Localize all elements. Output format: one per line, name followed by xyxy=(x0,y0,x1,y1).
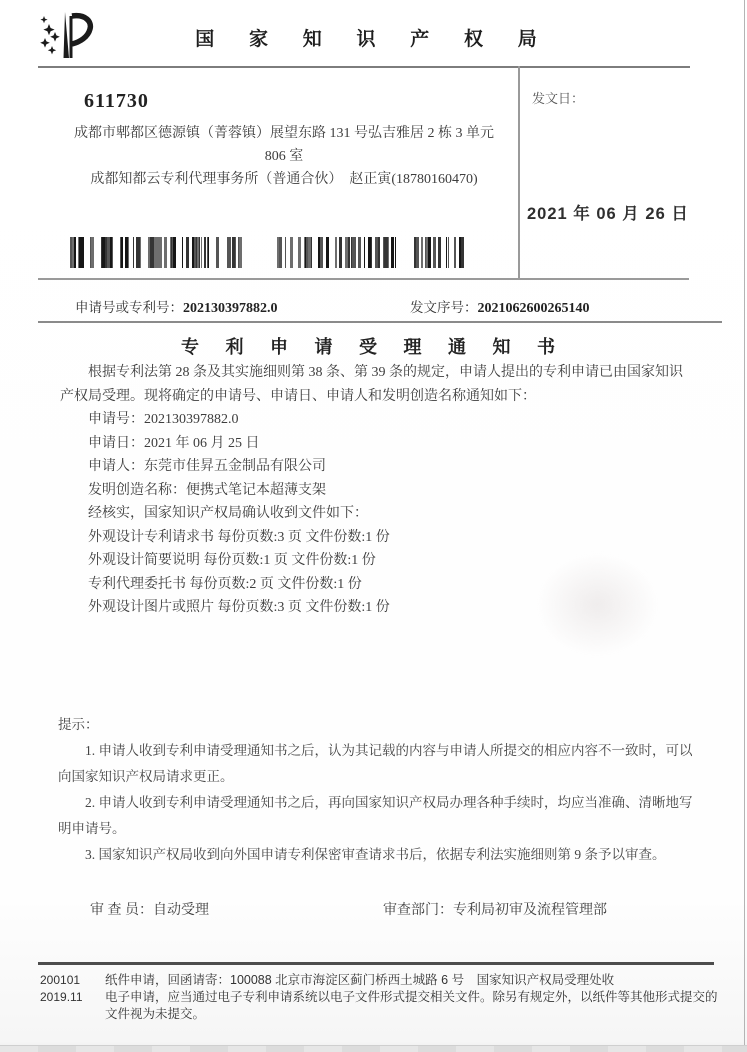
confirm-intro: 经核实，国家知识产权局确认收到文件如下： xyxy=(88,506,368,521)
document-line: 外观设计专利请求书 每份页数:3 页 文件份数:1 份 xyxy=(88,529,390,545)
examiner-label: 审 查 员： xyxy=(90,903,153,918)
footer-line-1: 纸件申请，回函请寄：100088 北京市海淀区蓟门桥西土城路 6 号 国家知识产权局受理处收 xyxy=(105,973,615,987)
title-rule xyxy=(38,321,722,323)
form-code: 200101 xyxy=(40,973,81,987)
field-value: 便携式笔记本超薄支架 xyxy=(186,482,326,498)
header-rule xyxy=(38,66,690,68)
document-line: 外观设计简要说明 每份页数:1 页 文件份数:1 份 xyxy=(88,553,376,568)
dispatch-number-value: 2021062600265140 xyxy=(477,301,590,316)
tip-item: 1. 申请人收到专利申请受理通知书之后，认为其记载的内容与申请人所提交的相应内容不一致时，可以向国家知识产权局请求更正。 xyxy=(58,743,693,784)
field-application-date xyxy=(88,432,692,456)
field-label: 发明创造名称： xyxy=(88,482,186,498)
footer-rule xyxy=(38,962,714,965)
send-date-box-border xyxy=(518,66,520,279)
faint-stamp-mark xyxy=(535,552,660,657)
department-value: 专利局初审及流程管理部 xyxy=(453,903,607,918)
tips-section xyxy=(58,712,703,868)
footer-line-2: 电子申请，应当通过电子专利申请系统以电子文件形式提交相关文件。除另有规定外，以纸件等其他形式提交的文件视为未提交。 xyxy=(105,990,718,1021)
department-label: 审查部门： xyxy=(383,903,453,918)
tip-item: 3. 国家知识产权局收到向外国申请专利保密审查请求书后，依据专利法实施细则第 9 条予以审查。 xyxy=(85,847,666,862)
field-invention-name xyxy=(88,479,692,503)
barcode-2 xyxy=(277,237,478,268)
notice-intro: 根据专利法第 28 条及其实施细则第 38 条、第 39 条的规定，申请人提出的专利申请已由国家知识产权局受理。现将确定的申请号、申请日、申请人和发明创造名称通知如下： xyxy=(60,365,683,404)
page-edge-line xyxy=(744,0,746,1052)
barcode-1 xyxy=(68,237,244,268)
field-label: 申请人： xyxy=(88,459,144,474)
field-application-no xyxy=(88,408,692,432)
department xyxy=(383,899,607,919)
field-value: 202130397882.0 xyxy=(144,412,239,427)
application-number-value: 202130397882.0 xyxy=(183,301,278,316)
send-date-value: 2021 年 06 月 26 日 xyxy=(527,205,689,223)
middle-rule xyxy=(38,278,689,280)
agency-line: 成都知都云专利代理事务所（普通合伙） 赵正寅(18780160470) xyxy=(90,172,478,187)
examiner-value: 自动受理 xyxy=(153,903,209,918)
address-line-2: 806 室 xyxy=(264,149,304,164)
field-label: 申请日： xyxy=(88,435,144,451)
form-date: 2019.11 xyxy=(40,990,83,1004)
field-value: 东莞市佳昇五金制品有限公司 xyxy=(144,459,326,474)
agency-title: 国 家 知 识 产 权 局 xyxy=(195,29,552,50)
field-value: 2021 年 06 月 25 日 xyxy=(144,435,260,451)
postal-code: 611730 xyxy=(84,90,149,112)
document-line: 外观设计图片或照片 每份页数:3 页 文件份数:1 份 xyxy=(88,600,390,615)
field-label: 申请号： xyxy=(88,412,144,427)
dispatch-number xyxy=(410,296,590,317)
application-number xyxy=(75,296,278,317)
form-codes xyxy=(40,972,83,1006)
field-applicant xyxy=(88,455,692,479)
application-number-label: 申请号或专利号： xyxy=(75,300,183,315)
send-date-label: 发文日： xyxy=(532,91,585,106)
document-line: 专利代理委托书 每份页数:2 页 文件份数:1 份 xyxy=(88,576,362,592)
recipient-address xyxy=(58,122,510,191)
notice-title: 专 利 申 请 受 理 通 知 书 xyxy=(181,337,566,357)
dispatch-number-label: 发文序号： xyxy=(410,300,478,315)
address-line-1: 成都市郫都区德源镇（菁蓉镇）展望东路 131 号弘吉雅居 2 栋 3 单元 xyxy=(74,126,494,141)
examiner xyxy=(90,899,209,919)
footer-instructions xyxy=(105,972,722,1023)
scan-bottom-edge xyxy=(0,1045,747,1052)
tips-heading: 提示： xyxy=(58,717,99,732)
tip-item: 2. 申请人收到专利申请受理通知书之后，再向国家知识产权局办理各种手续时，均应当准确、清晰地写明申请号。 xyxy=(58,795,693,836)
